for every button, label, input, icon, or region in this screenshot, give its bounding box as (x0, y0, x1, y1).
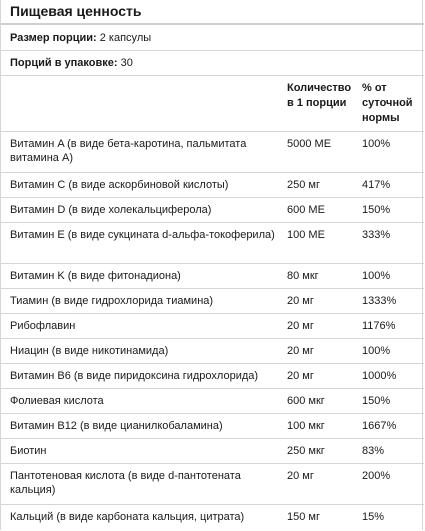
nutrient-amount: 80 мкг (287, 270, 319, 282)
nutrient-daily-value: 150% (362, 395, 391, 407)
nutrient-amount: 600 мкг (287, 395, 325, 407)
nutrient-name: Кальций (в виде карбоната кальция, цитрата) (10, 511, 245, 523)
nutrient-amount: 150 мг (287, 511, 320, 523)
table-row (1, 464, 424, 505)
servings-value: 30 (117, 57, 133, 69)
serving-size-label: Размер порции: (10, 32, 97, 44)
nutrient-daily-value: 83% (362, 445, 385, 457)
serving-size (10, 31, 151, 45)
nutrient-amount: 250 мкг (287, 445, 325, 457)
nutrient-amount: 100 МЕ (287, 229, 325, 241)
nutrient-name: Витамин K (в виде фитонадиона) (10, 270, 181, 282)
table-row (1, 314, 424, 339)
nutrient-name: Витамин A (в виде бета-каротина, пальмитата витамина A) (10, 138, 247, 164)
table-row (1, 389, 424, 414)
nutrient-name: Витамин B12 (в виде цианилкобаламина) (10, 420, 223, 432)
nutrient-daily-value: 333% (362, 229, 391, 241)
divider (1, 50, 424, 51)
nutrient-amount: 600 МЕ (287, 204, 325, 216)
table-row (1, 132, 424, 173)
nutrient-amount: 20 мг (287, 370, 314, 382)
table-row (1, 289, 424, 314)
nutrient-daily-value: 100% (362, 345, 391, 357)
nutrient-name: Витамин B6 (в виде пиридоксина гидрохлорида) (10, 370, 259, 382)
nutrient-amount: 20 мг (287, 345, 314, 357)
nutrient-name: Пантотеновая кислота (в виде d-пантотената кальция) (10, 470, 241, 496)
nutrient-daily-value: 150% (362, 204, 391, 216)
table-row (1, 339, 424, 364)
table-row (1, 198, 424, 223)
nutrient-daily-value: 1000% (362, 370, 397, 382)
nutrient-name: Рибофлавин (10, 320, 76, 332)
serving-size-value: 2 капсулы (96, 32, 152, 44)
nutrient-daily-value: 1667% (362, 420, 397, 432)
nutrient-name: Ниацин (в виде никотинамида) (10, 345, 169, 357)
nutrient-daily-value: 417% (362, 179, 391, 191)
table-row (1, 264, 424, 289)
nutrient-daily-value: 100% (362, 270, 391, 282)
nutrient-daily-value: 1176% (362, 320, 396, 332)
divider (1, 75, 424, 76)
servings-per-container (10, 56, 133, 70)
nutrient-name: Витамин E (в виде сукцината d-альфа-токоферила) (10, 229, 275, 241)
nutrient-amount: 20 мг (287, 320, 314, 332)
table-row (1, 173, 424, 198)
nutrient-name: Тиамин (в виде гидрохлорида тиамина) (10, 295, 214, 307)
nutrient-name: Фолиевая кислота (10, 395, 104, 407)
nutrient-name: Биотин (10, 445, 47, 457)
nutrient-daily-value: 200% (362, 470, 391, 482)
table-row (1, 364, 424, 389)
table-row (1, 414, 424, 439)
divider (1, 23, 424, 25)
nutrient-name: Витамин D (в виде холекальциферола) (10, 204, 212, 216)
nutrient-amount: 20 мг (287, 470, 314, 482)
column-header-daily-value: % от суточной нормы (362, 82, 413, 124)
table-row (1, 505, 424, 531)
table-row (1, 439, 424, 464)
nutrient-name: Витамин C (в виде аскорбиновой кислоты) (10, 179, 229, 191)
table-row (1, 223, 424, 264)
nutrient-amount: 100 мкг (287, 420, 325, 432)
panel-title: Пищевая ценность (10, 3, 142, 19)
servings-label: Порций в упаковке: (10, 57, 118, 69)
column-header-amount: Количество в 1 порции (287, 82, 352, 109)
nutrient-amount: 250 мг (287, 179, 320, 191)
nutrient-daily-value: 15% (362, 511, 385, 523)
nutrient-daily-value: 1333% (362, 295, 397, 307)
nutrient-daily-value: 100% (362, 138, 391, 150)
nutrient-amount: 20 мг (287, 295, 314, 307)
nutrient-amount: 5000 МЕ (287, 138, 332, 150)
